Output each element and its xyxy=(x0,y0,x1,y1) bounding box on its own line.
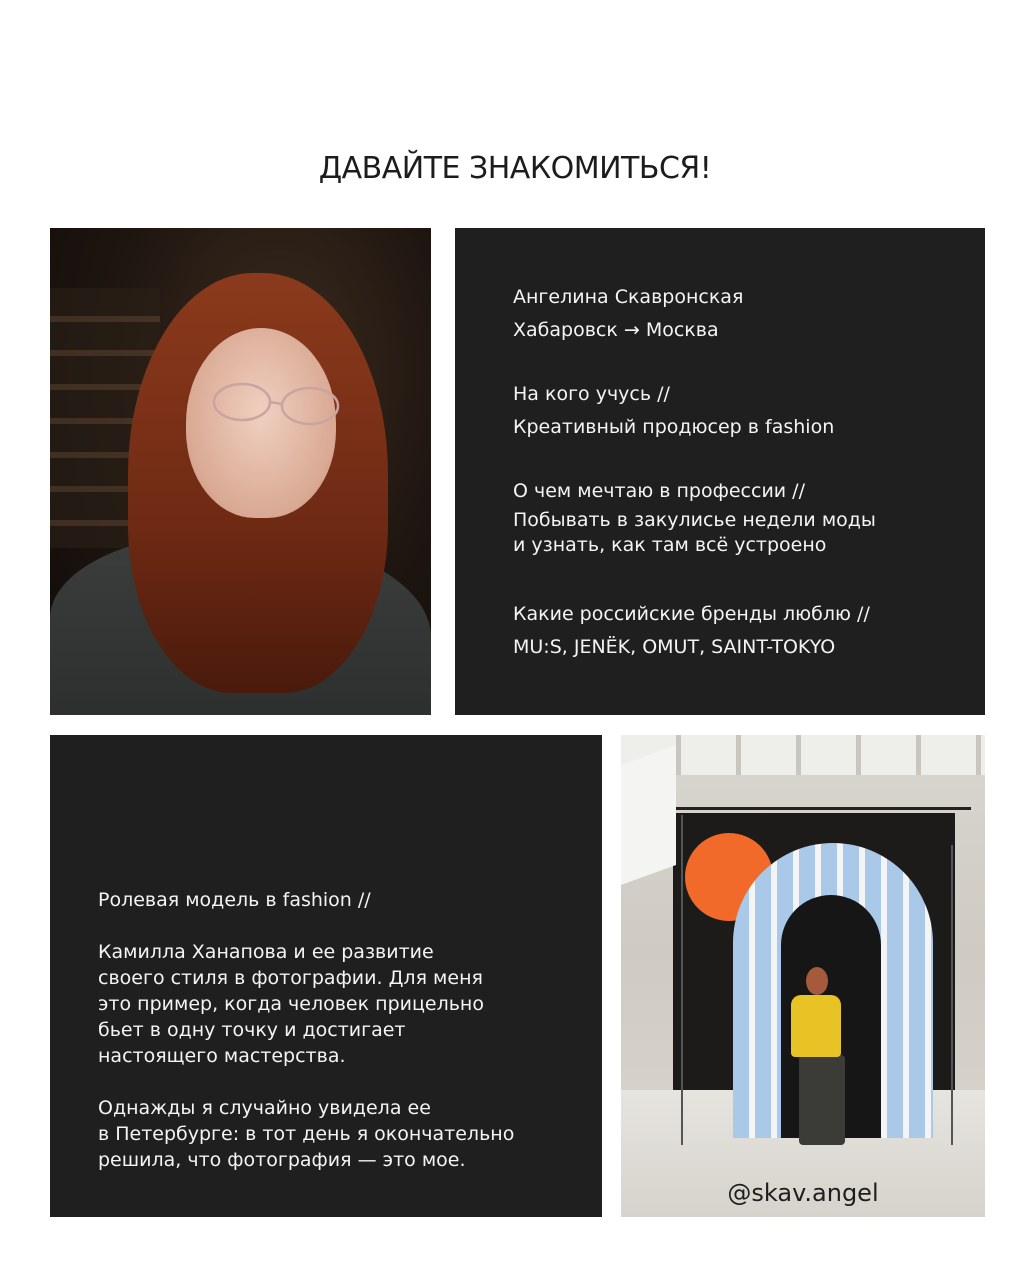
person-shirt xyxy=(791,995,841,1057)
story-line: решила, что фотография — это мое. xyxy=(98,1149,466,1171)
brands-label: Какие российские бренды люблю // xyxy=(513,603,870,625)
person-legs xyxy=(799,1055,845,1145)
portrait-photo xyxy=(50,228,431,715)
dream-label: О чем мечтаю в профессии // xyxy=(513,480,805,502)
light-stand xyxy=(951,845,953,1145)
story-card xyxy=(50,735,602,1217)
instagram-handle: @skav.angel xyxy=(727,1179,879,1207)
story-line: это пример, когда человек прицельно xyxy=(98,993,484,1015)
person-head xyxy=(806,967,828,995)
study-value: Креативный продюсер в fashion xyxy=(513,416,835,438)
story-line: настоящего мастерства. xyxy=(98,1045,346,1067)
dream-value-line1: Побывать в закулисье недели моды xyxy=(513,509,876,531)
info-card xyxy=(455,228,985,715)
dream-value-line2: и узнать, как там всё устроено xyxy=(513,534,827,556)
story-text xyxy=(98,887,578,1173)
page-title: ДАВАЙТЕ ЗНАКОМИТЬСЯ! xyxy=(318,151,712,187)
brands-value: MU:S, JENЁK, OMUT, SAINT-TOKYO xyxy=(513,636,836,658)
story-line: своего стиля в фотографии. Для меня xyxy=(98,967,483,989)
backdrop-bar xyxy=(671,807,971,810)
light-stand xyxy=(681,815,683,1145)
story-line: Камилла Ханапова и ее развитие xyxy=(98,941,434,963)
study-label: На кого учусь // xyxy=(513,383,670,405)
story-line: бьет в одну точку и достигает xyxy=(98,1019,406,1041)
role-label: Ролевая модель в fashion // xyxy=(98,889,371,911)
glasses-icon xyxy=(210,378,350,428)
story-line: в Петербурге: в тот день я окончательно xyxy=(98,1123,515,1145)
reflector xyxy=(621,745,676,885)
info-text xyxy=(513,281,973,664)
route-text: Хабаровск → Москва xyxy=(513,319,719,341)
studio-photo xyxy=(621,735,985,1217)
story-line: Однажды я случайно увидела ее xyxy=(98,1097,431,1119)
person-name: Ангелина Скавронская xyxy=(513,286,744,308)
